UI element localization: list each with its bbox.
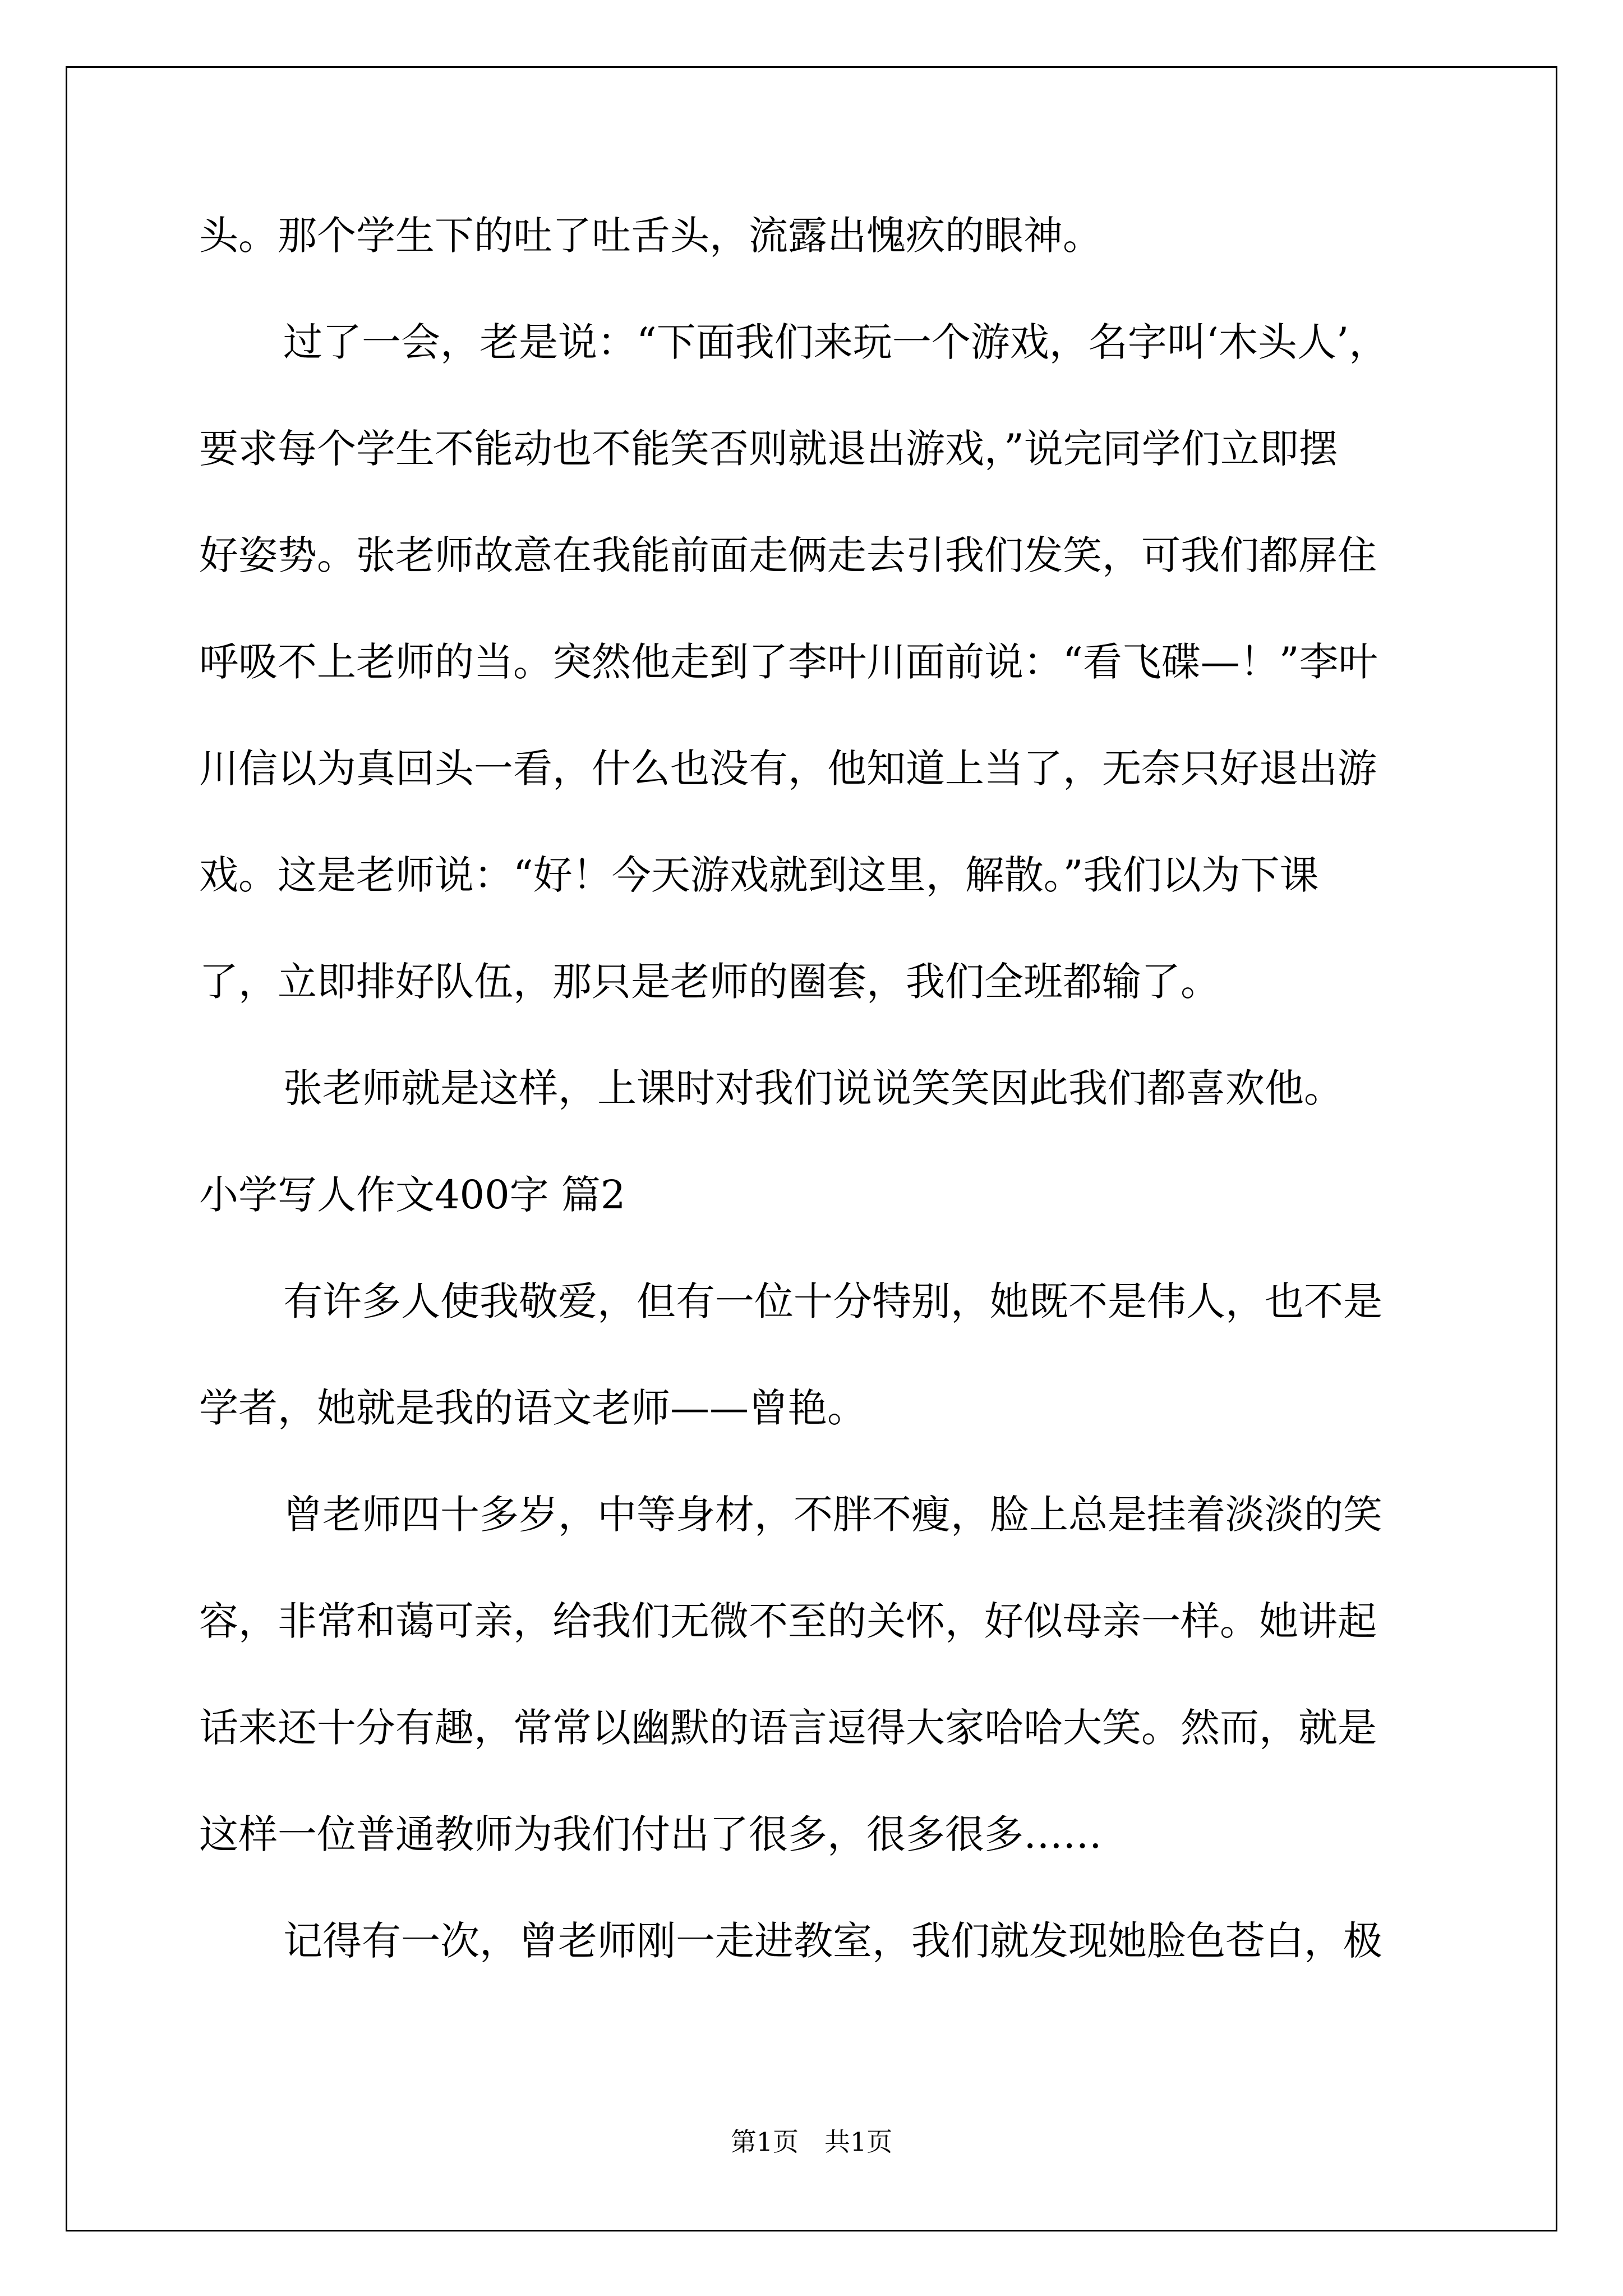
page-number-footer: 第1页 共1页 <box>730 2127 893 2157</box>
text-line: 容，非常和蔼可亲，给我们无微不至的关怀，好似母亲一样。她讲起 <box>199 1598 1377 1644</box>
paragraph-start-line: 张老师就是这样，上课时对我们说说笑笑因此我们都喜欢他。 <box>283 1065 1343 1111</box>
text-line: 好姿势。张老师故意在我能前面走俩走去引我们发笑，可我们都屏住 <box>199 532 1377 578</box>
page-border <box>66 66 1557 2231</box>
text-line: 要求每个学生不能动也不能笑否则就退出游戏，”说完同学们立即摆 <box>199 426 1338 472</box>
text-line: 呼吸不上老师的当。突然他走到了李叶川面前说：“看飞碟—！”李叶 <box>199 639 1378 685</box>
text-line: 话来还十分有趣，常常以幽默的语言逗得大家哈哈大笑。然而，就是 <box>199 1705 1377 1751</box>
text-line: 川信以为真回头一看，什么也没有，他知道上当了，无奈只好退出游 <box>199 746 1377 792</box>
text-line: 头。那个学生下的吐了吐舌头，流露出愧疚的眼神。 <box>199 213 1102 259</box>
text-line: 学者，她就是我的语文老师——曾艳。 <box>199 1385 866 1431</box>
section-heading: 小学写人作文400字 篇2 <box>199 1172 626 1218</box>
paragraph-start-line: 曾老师四十多岁，中等身材，不胖不瘦，脸上总是挂着淡淡的笑 <box>283 1492 1382 1538</box>
paragraph-start-line: 有许多人使我敬爱，但有一位十分特别，她既不是伟人，也不是 <box>283 1278 1382 1324</box>
text-line: 了，立即排好队伍，那只是老师的圈套，我们全班都输了。 <box>199 959 1220 1005</box>
paragraph-start-line: 记得有一次，曾老师刚一走进教室，我们就发现她脸色苍白，极 <box>283 1918 1382 1964</box>
text-line: 这样一位普通教师为我们付出了很多，很多很多…… <box>199 1811 1102 1857</box>
text-line: 戏。这是老师说：“好！今天游戏就到这里，解散。”我们以为下课 <box>199 852 1319 898</box>
paragraph-start-line: 过了一会，老是说：“下面我们来玩一个游戏，名字叫‘木头人’， <box>283 319 1389 365</box>
